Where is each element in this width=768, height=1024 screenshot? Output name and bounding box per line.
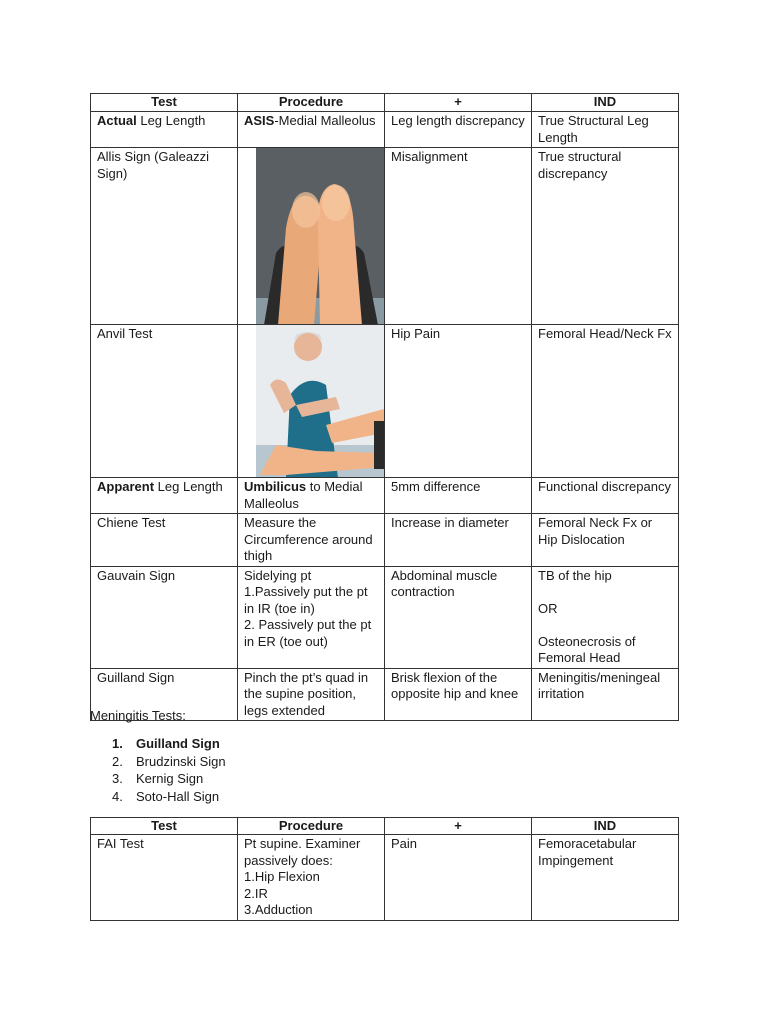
procedure-line: Sidelying pt xyxy=(244,567,312,583)
ind-cell: True Structural Leg Length xyxy=(532,112,679,148)
test-cell: Gauvain Sign xyxy=(91,566,238,668)
hip-tests-table xyxy=(90,93,679,721)
ind-cell xyxy=(532,566,679,668)
table-row xyxy=(91,148,679,325)
header-ind: IND xyxy=(532,818,679,835)
table-header-row xyxy=(91,818,679,835)
header-ind: IND xyxy=(532,94,679,112)
list-item xyxy=(112,753,226,771)
test-cell xyxy=(91,112,238,148)
procedure-line: 3.Adduction xyxy=(244,902,313,917)
ind-cell: True structural discrepancy xyxy=(532,148,679,325)
test-cell: Chiene Test xyxy=(91,514,238,567)
table-header-row xyxy=(91,94,679,112)
positive-cell: Misalignment xyxy=(385,148,532,325)
positive-cell: Brisk flexion of the opposite hip and knee xyxy=(385,668,532,721)
positive-cell: Abdominal muscle contraction xyxy=(385,566,532,668)
test-cell: FAI Test xyxy=(91,835,238,921)
list-label: Guilland Sign xyxy=(136,736,220,751)
procedure-cell xyxy=(238,835,385,921)
header-test: Test xyxy=(91,818,238,835)
list-number: 3. xyxy=(112,771,123,786)
test-cell: Anvil Test xyxy=(91,325,238,478)
test-bold-text: Actual xyxy=(97,113,137,128)
ind-line: OR xyxy=(538,600,558,616)
table-row xyxy=(91,514,679,567)
positive-cell: Increase in diameter xyxy=(385,514,532,567)
meningitis-list xyxy=(112,735,226,805)
table-row xyxy=(91,112,679,148)
ind-cell: Femoral Neck Fx or Hip Dislocation xyxy=(532,514,679,567)
list-item xyxy=(112,735,226,753)
list-item xyxy=(112,770,226,788)
test-cell xyxy=(91,478,238,514)
procedure-line: Pt supine. Examiner passively does: xyxy=(244,836,361,868)
procedure-bold-text: ASIS xyxy=(244,113,275,128)
test-cell: Allis Sign (Galeazzi Sign) xyxy=(91,148,238,325)
procedure-text: to Medial Malleolus xyxy=(244,479,363,511)
test-text: Leg Length xyxy=(154,479,223,494)
procedure-line: 1.Hip Flexion xyxy=(244,869,320,884)
test-text: Leg Length xyxy=(136,113,206,128)
table-row xyxy=(91,325,679,478)
procedure-line: 2.IR xyxy=(244,885,268,901)
header-positive: + xyxy=(385,818,532,835)
list-number: 4. xyxy=(112,788,123,804)
header-procedure: Procedure xyxy=(238,818,385,835)
procedure-cell xyxy=(238,478,385,514)
meningitis-caption: Meningitis Tests: xyxy=(90,708,186,723)
list-label: Kernig Sign xyxy=(136,771,204,786)
positive-cell: Hip Pain xyxy=(385,325,532,478)
procedure-line: 1.Passively put the pt in IR (toe in) xyxy=(244,584,368,616)
positive-cell: 5mm difference xyxy=(385,478,532,514)
table-row xyxy=(91,835,679,921)
test-bold-text: Apparent xyxy=(97,479,155,494)
list-label: Brudzinski Sign xyxy=(136,753,226,769)
list-number: 1. xyxy=(112,736,123,751)
ind-cell: Meningitis/meningeal irritation xyxy=(532,668,679,721)
procedure-text: -Medial Malleolus xyxy=(274,113,376,128)
ind-cell: Functional discrepancy xyxy=(532,478,679,514)
list-item xyxy=(112,788,226,806)
list-label: Soto-Hall Sign xyxy=(136,788,220,804)
ind-line: TB of the hip xyxy=(538,567,612,583)
list-number: 2. xyxy=(112,753,123,769)
header-procedure: Procedure xyxy=(238,94,385,112)
procedure-line: 2. Passively put the pt in ER (toe out) xyxy=(244,617,372,649)
test-cell: Guilland Sign xyxy=(91,668,238,721)
table-row xyxy=(91,566,679,668)
positive-cell: Pain xyxy=(385,835,532,921)
ind-cell: Femoracetabular Impingement xyxy=(532,835,679,921)
procedure-cell: Measure the Circumference around thigh xyxy=(238,514,385,567)
fai-test-table xyxy=(90,817,679,921)
positive-cell: Leg length discrepancy xyxy=(385,112,532,148)
ind-cell: Femoral Head/Neck Fx xyxy=(532,325,679,478)
header-test: Test xyxy=(91,94,238,112)
ind-line: Osteonecrosis of Femoral Head xyxy=(538,633,636,665)
header-positive: + xyxy=(385,94,532,112)
procedure-cell xyxy=(238,566,385,668)
knees-photo xyxy=(256,148,384,325)
anvil-test-photo xyxy=(238,325,385,478)
examiner-photo xyxy=(256,325,384,478)
procedure-cell xyxy=(238,112,385,148)
table-row xyxy=(91,478,679,514)
procedure-cell: Pinch the pt’s quad in the supine position, legs extended xyxy=(238,668,385,721)
procedure-bold-text: Umbilicus xyxy=(244,479,307,494)
allis-sign-photo xyxy=(238,148,385,325)
